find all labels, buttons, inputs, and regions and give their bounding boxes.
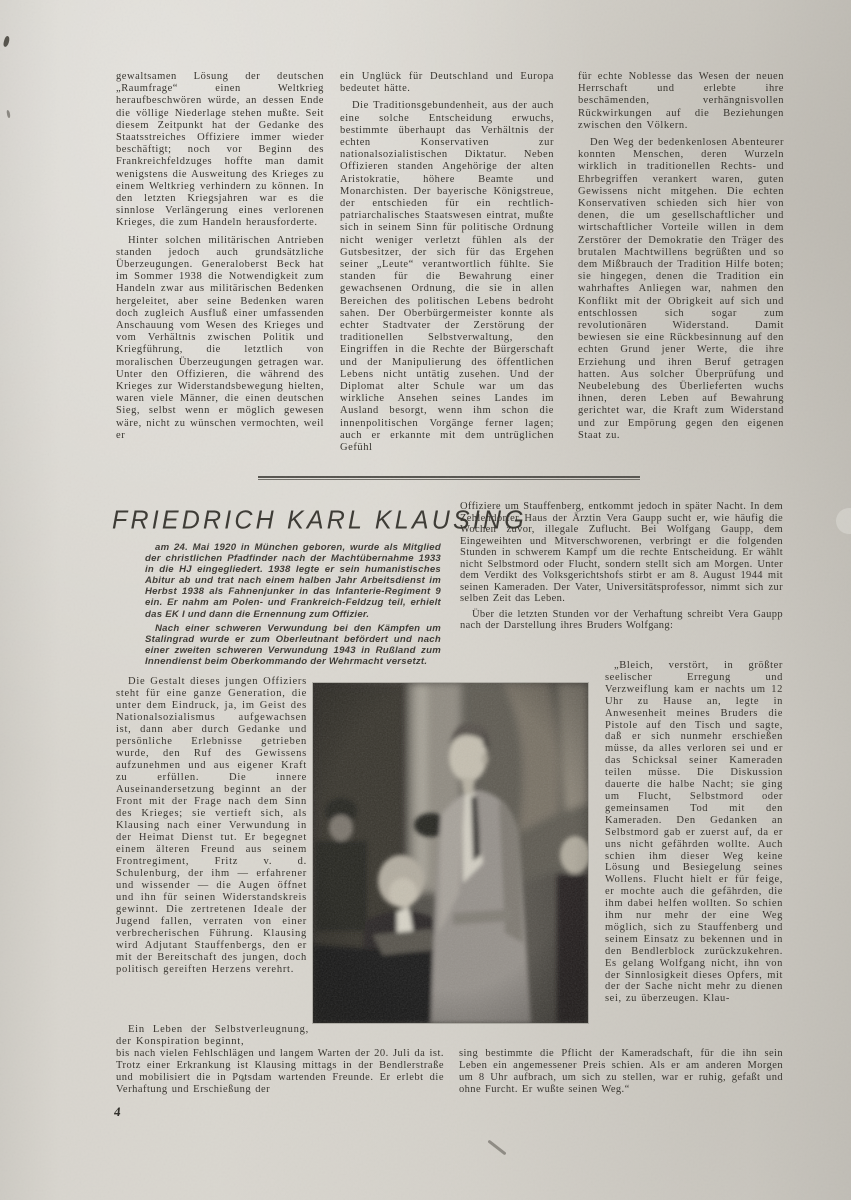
courtroom-photo (313, 683, 588, 1023)
article-title: FRIEDRICH KARL KLAUSING (112, 505, 527, 535)
eyewitness-quote-wide-block (459, 1048, 783, 1096)
article-intro-column (460, 501, 783, 632)
top-essay-column-1 (116, 71, 324, 442)
paragraph: Den Weg der bedenkenlosen Abenteurer konnten Menschen, deren Wurzeln wirklich in traditionellen Rechts- und Ehrbegriffen verankert waren, guten Gewissens nicht mitgehen. Die echten Konservativen schieden sich hier von denen, die um gesellschaftlicher und wirtschaftlicher Vorteile willen in dem Zerstörer der Demokratie den Träger des brutalen Machtwillens begrüßten und so dem Mißbrauch der Tradition Hilfe boten; sie hingegen, denen die Tradition ein wahrhaftes Anliegen war, nahmen den Konflikt mit der Obrigkeit auf sich und entschlossen sich sogar zum revolutionären Widerstand. Damit bewiesen sie eine Rückbesinnung auf den echten Grund jener Werte, die ihre Erziehung und ihren Beruf getragen hatten. Aus solcher Überprüfung und Neubelebung des Überlieferten wuchs ihnen, deren Leben auf Bewahrung gerichtet war, die Kraft zum Widerstand und zur Empörung gegen den eigenen Staat zu. (578, 137, 784, 441)
paragraph: Über die letzten Stunden vor der Verhaftung schreibt Vera Gaupp nach der Darstellung ihres Bruders Wolfgang: (460, 608, 783, 631)
paragraph: „Bleich, verstört, in größter seelischer Erregung und Verzweiflung kam er nachts um 12 Uhr zu Hause an, legte in Anwesenheit meines Bruders die Pistole auf den Tisch und sagte, daß er sich nunmehr erschießen müsse, da alles verloren sei und er das Schicksal seiner Kameraden teilen müsse. Die Diskussion dauerte die halbe Nacht; sie ging um Flucht, Selbstmord oder gemeinsamen Tod mit den Kameraden. Den Gedanken an Selbstmord gab er zuerst auf, da er uns nicht gefährden wollte. Auch schien ihm dieser Weg keine Lösung und Besiegelung seines Wollens. Flucht hielt er für feige, er mochte auch die gefährden, die ihm dabei helfen wollten. So schien ihm nur mehr der eine Weg möglich, sich zu Stauffenberg und seinem Einsatz zu bekennen und in den Bendlerblock zurückzukehren. Es gelang Wolfgang nicht, ihn von der Sinnlosigkeit dieses Opfers, mit der der Sache nicht mehr zu dienen sei, zu überzeugen. Klau- (605, 660, 783, 1005)
paragraph: bis nach vielen Fehlschlägen und langem Warten der 20. Juli da ist. Trotz einer Erkrankung ist Klausing mittags in der Bendlerstraße und mobilisiert die in Potsdam wartenden Freunde. Er erlebt die Verhaftung und Erschießung der (116, 1048, 444, 1096)
courtroom-photo-art (313, 683, 588, 1023)
paragraph: gewaltsamen Lösung der deutschen „Raumfrage“ einen Weltkrieg heraufbeschwören würde, an dessen Ende die völlige Niederlage stehen mußte. Seit diesem Zeitpunkt hat der Gedanke des Staatsstreiches Offiziere immer wieder beschäftigt; noch vor Beginn des Frankreichfeldzuges hoffte man damit wenigstens die Ausweitung des Krieges zu einem Weltkrieg verhindern zu können. In den letzten Kriegsjahren war es die sinnlose Verlängerung eines verlorenen Krieges, die zum Handeln herausforderte. (116, 71, 324, 229)
paper-blotch (836, 508, 851, 534)
article-left-wide-block (116, 1048, 444, 1096)
bio-paragraph: Nach einer schweren Verwundung bei den Kämpfen um Stalingrad wurde er zum Oberleutnant befördert und nach einer zweiten schweren Verwundung 1943 in Rußland zum Innendienst beim Oberkommando der Wehrmacht versetzt. (145, 622, 441, 667)
pencil-streak (487, 1140, 506, 1156)
paragraph: sing bestimmte die Pflicht der Kameradschaft, für die ihn sein Leben ein angemessener Preis schien. Als er am anderen Morgen um 8 Uhr aufbrach, um sich zu stellen, war er ruhig, gefaßt und ohne Furcht. Er wußte seinen Weg.“ (459, 1048, 783, 1096)
top-essay-column-3 (578, 71, 784, 442)
paragraph: Die Traditionsgebundenheit, aus der auch eine solche Entscheidung erwuchs, bestimmte überhaupt das Verhältnis der echten Konservativen zur nationalsozialistischen Diktatur. Neben Offizieren standen Angehörige der alten Aristokratie, höhere Beamte und Monarchisten. Der bayerische Königstreue, der entschieden für ein rechtlich-patriarchalisches Staatswesen eintrat, mußte sich in seinem Sinn für politische Ordnung nicht weniger verletzt fühlen als der Gutsbesitzer, der sich für das Ergehen seiner „Leute“ verantwortlich fühlte. Sie standen für die Bewahrung einer gewachsenen Ordnung, die sie in allen Bereichen des politischen Lebens bedroht sahen. Der Oberbürgermeister konnte als echter Stadtvater der Zerstörung der traditionellen Selbstverwaltung, den Eingriffen in die Rechte der Bürgerschaft und der Manipulierung des öffentlichen Lebens nicht untätig zusehen. Und der Diplomat alter Schule war um das wirkliche Ansehen seines Landes im Ausland besorgt, wenn ihm schon die innenpolitischen Vorgänge ferner lagen; auch er erkannte mit dem untrüglichen Gefühl (340, 100, 554, 454)
paragraph: Offiziere um Stauffenberg, entkommt jedoch in später Nacht. In dem Zehlendorfer Haus der Ärztin Vera Gaupp sucht er, wie häufig die Wochen zuvor, illegale Zuflucht. Bei Wolfgang Gaupp, dem Eingeweihten und Mitverschworenen, verbringt er die folgenden Stunden in schwerem Kampf um die rechte Entscheidung. Er wählt nicht Selbstmord oder Flucht, sondern stellt sich am Morgen. Unter dem Verdikt des Volksgerichtshofs stirbt er am 8. August 1944 mit seinen Kameraden. Der Vater, Universitätsprofessor, nimmt sich zur selben Zeit das Leben. (460, 501, 783, 604)
article-left-column-continued (116, 1024, 309, 1048)
paragraph: für echte Noblesse das Wesen der neuen Herrschaft und erlebte ihre beschämenden, verhängnisvollen Rückwirkungen auf die Beziehungen zwischen den Völkern. (578, 71, 784, 131)
paragraph: Ein Leben der Selbstverleugnung, der Konspiration beginnt, (116, 1024, 309, 1047)
paper-speck (6, 110, 10, 118)
eyewitness-quote-column (605, 660, 783, 1005)
paragraph: Hinter solchen militärischen Antrieben standen jedoch auch grundsätzliche Überzeugungen. Generaloberst Beck hat im Sommer 1938 die Notwendigkeit zum Handeln zwar aus militärischen Bedenken hergeleitet, aber seine Bedenken waren doch zugleich Ausfluß einer umfassenden Anschauung vom Wesen des Krieges und vom Verhältnis zwischen Politik und Kriegführung, die letztlich von moralischen Überzeugungen getragen war. Unter den Offizieren, die während des Krieges zur Widerstandsbewegung hielten, waren viele Männer, die einen deutschen Sieg, selbst wenn er möglich gewesen wäre, nicht zu wünschen vermochten, weil er (116, 234, 324, 441)
paragraph: Die Gestalt dieses jungen Offiziers steht für eine ganze Generation, die unter dem Eindruck, ja, im Geist des Nationalsozialismus aufgewachsen ist, dann aber durch Gedanke und persönliche Erlebnisse getrieben wurde, den Ruf des Gewissens aufzunehmen und aus eigener Kraft zu erfüllen. Die innere Auseinandersetzung beginnt an der Front mit der Frage nach dem Sinn des Krieges; sie vertieft sich, als Klausing nach einer Verwundung in der Heimat Dienst tut. Er begegnet einem älteren Freund aus seinem Frontregiment, Fritz v. d. Schulenburg, der ihm — erfahrener und wissender — die Augen öffnet und ihn für seinen Widerstandskreis gewinnt. Die zertretenen Ideale der Jugend fallen, verraten von einer verbrecherischen Führung. Klausing wird Adjutant Stauffenbergs, den er mit der Bereitschaft des jungen, doch politisch gereiften Herzens verehrt. (116, 676, 307, 975)
paragraph: ein Unglück für Deutschland und Europa bedeutet hätte. (340, 71, 554, 95)
page-number: 4 (113, 1104, 122, 1119)
biography-block (145, 542, 441, 667)
section-divider-rule (258, 476, 640, 480)
bio-paragraph: am 24. Mai 1920 in München geboren, wurde als Mitglied der christlichen Pfadfinder nach der Machtübernahme 1933 in die HJ eingegliedert. 1938 legte er sein humanistisches Abitur ab und trat nach einem halben Jahr Arbeitsdienst im Herbst 1938 als Fahnenjunker in das Infanterie-Regiment 9 ein. Er nahm am Polen- und Frankreich-Feldzug teil, erhielt das EK I und dann die Ernennung zum Offizier. (145, 542, 441, 620)
paper-speck (2, 35, 10, 47)
article-left-column (116, 676, 307, 976)
top-essay-column-2 (340, 71, 554, 454)
paper-speck (241, 1078, 245, 1082)
